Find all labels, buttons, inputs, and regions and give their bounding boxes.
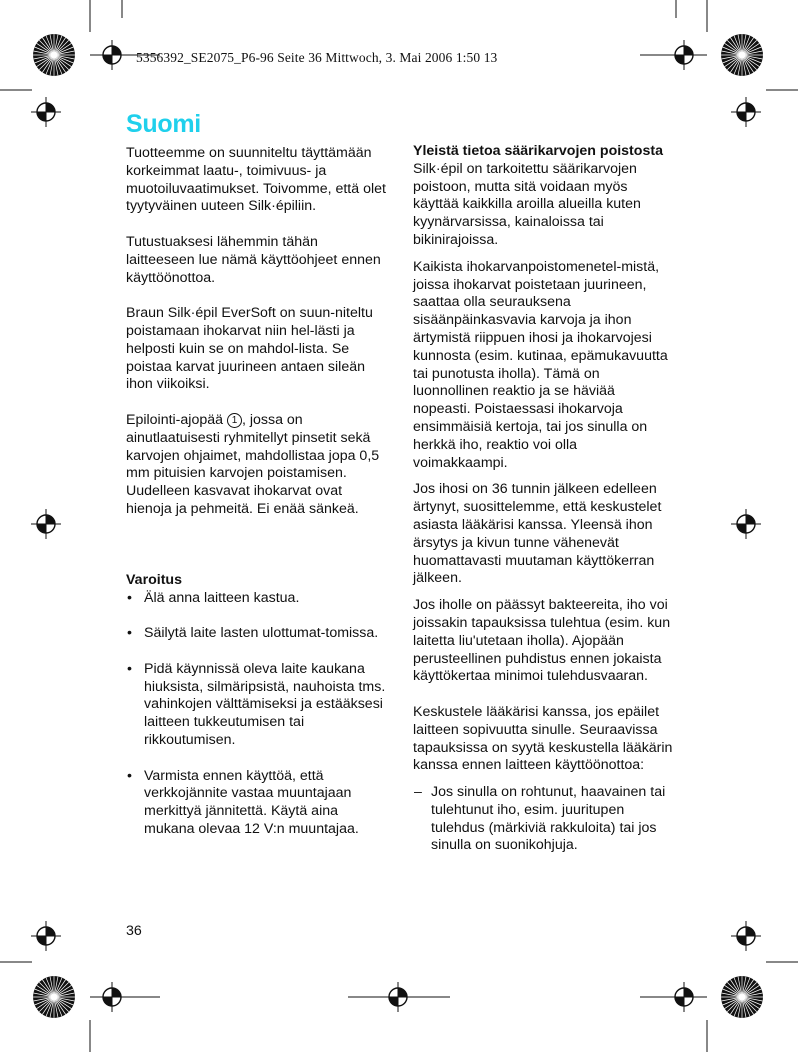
body-paragraph: Jos iholle on päässyt bakteereita, iho voi joissakin tapauksissa tulehtua (esim. kun laitetta liu'utetaan iholla). Ajopään perusteellinen puhdistus ennen jokaista käyttökertaa minimoi tulehdusvaaran.	[413, 597, 671, 685]
sunburst-bottom-right	[721, 976, 763, 1018]
left-column	[126, 145, 386, 839]
list-item	[413, 784, 673, 855]
registration-mark	[669, 40, 699, 70]
bullet-marker: •	[127, 589, 132, 606]
sunburst-top-right	[721, 34, 763, 76]
page-number: 36	[126, 923, 142, 939]
paragraph-text: Epilointi-ajopää	[126, 411, 227, 428]
warning-list	[126, 590, 386, 839]
list-item	[126, 768, 386, 839]
registration-mark	[731, 921, 761, 951]
list-item	[126, 661, 386, 750]
list-item-text: Pidä käynnissä oleva laite kaukana hiuksista, silmäripsistä, nauhoista tms. vahinkojen välttämiseksi ja estääksesi laitteen tukkeutumisen tai rikkoutumisen.	[144, 660, 386, 748]
list-item-text: Säilytä laite lasten ulottumat-tomissa.	[144, 625, 379, 642]
intro-paragraph: Tuotteemme on suunniteltu täyttämään korkeimmat laatu-, toimivuus- ja muotoiluvaatimukset. Toivomme, että olet tyytyväinen uuteen Silk·épiliin.	[126, 145, 386, 215]
dash-marker: –	[414, 784, 422, 801]
figure-ref-badge: 1	[227, 413, 242, 428]
registration-mark	[31, 921, 61, 951]
sunburst-top-left	[33, 34, 75, 76]
list-item-text: Älä anna laitteen kastua.	[144, 589, 300, 606]
registration-mark	[731, 97, 761, 127]
print-header: 5356392_SE2075_P6-96 Seite 36 Mittwoch, 3. Mai 2006 1:50 13	[136, 50, 498, 65]
body-paragraph: Jos ihosi on 36 tunnin jälkeen edelleen ärtynyt, suosittelemme, että keskustelet asiasta lääkärisi kanssa. Yleensä ihon ärsytys ja kivun tunne vähenevät huomattavasti muutaman käyttökerran jälkeen.	[413, 481, 662, 587]
condition-list	[413, 784, 673, 855]
epilator-paragraph	[126, 412, 386, 519]
registration-mark	[97, 982, 127, 1012]
sunburst-bottom-left	[33, 976, 75, 1018]
list-item	[126, 590, 386, 608]
bullet-marker: •	[127, 660, 132, 677]
body-paragraph: Kaikista ihokarvanpoistomenetel-mistä, joissa ihokarvat poistetaan juurineen, saattaa olla seurauksena sisäänpäinkasvavia karvoja ja ihon ärtymistä riippuen ihosi ja ihokarvojesi kunnosta (esim. kutinaa, epämukavuutta tai punotusta iholla). Tämä on luonnollinen reaktio ja se häviää nopeasti. Poistaessasi ihokarvoja ensimmäisiä kertoja, tai jos sinulla on herkkä iho, reaktio voi olla voimakkaampi.	[413, 258, 668, 471]
body-paragraph: Silk·épil on tarkoitettu säärikarvojen poistoon, mutta sitä voidaan myös käyttää kaikkilla aroilla alueilla kuten kyynärvarsissa, kainaloissa tai bikinirajoissa.	[413, 160, 641, 248]
list-item-text: Jos sinulla on rohtunut, haavainen tai tulehtunut iho, esim. juuritupen tulehdus (märkiviä rakkuloita) tai jos sinulla on suonikohjuja.	[431, 784, 666, 854]
page-title: Suomi	[126, 110, 201, 138]
intro-paragraph: Braun Silk·épil EverSoft on suun-niteltu poistamaan ihokarvat niin hel-lästi ja helposti kuin se on mahdol-lista. Se poistaa karvat juurineen antaen sileän ihon viikoiksi.	[126, 305, 373, 393]
registration-mark	[383, 982, 413, 1012]
registration-mark	[669, 982, 699, 1012]
paragraph-text: , jossa on ainutlaatuisesti ryhmitellyt pinsetit sekä karvojen ohjaimet, mahdollistaa jopa 0,5 mm pituisien karvojen poistamisen. Uudelleen kasvavat ihokarvat ovat hienoja ja pehmeitä. Ei enää sänkeä.	[126, 411, 380, 517]
registration-mark	[31, 97, 61, 127]
bullet-marker: •	[127, 625, 132, 642]
registration-mark	[731, 509, 761, 539]
registration-mark	[97, 40, 127, 70]
list-item	[126, 625, 386, 643]
body-paragraph: Keskustele lääkärisi kanssa, jos epäilet laitteen sopivuutta sinulle. Seuraavissa tapauksissa on syytä keskustella lääkärin kanssa ennen laitteen käyttöönottoa:	[413, 703, 673, 774]
right-column	[413, 143, 673, 855]
intro-paragraph: Tutustuaksesi lähemmin tähän laitteeseen lue nämä käyttöohjeet ennen käyttöönottoa.	[126, 233, 381, 286]
section-heading: Yleistä tietoa säärikarvojen poistosta	[413, 143, 663, 159]
warning-heading: Varoitus	[126, 571, 182, 588]
list-item-text: Varmista ennen käyttöä, että verkkojännite vastaa muuntajaan merkittyä jännitettä. Käytä aina mukana olevaa 12 V:n muuntajaa.	[144, 767, 359, 837]
bullet-marker: •	[127, 767, 132, 784]
registration-mark	[31, 509, 61, 539]
